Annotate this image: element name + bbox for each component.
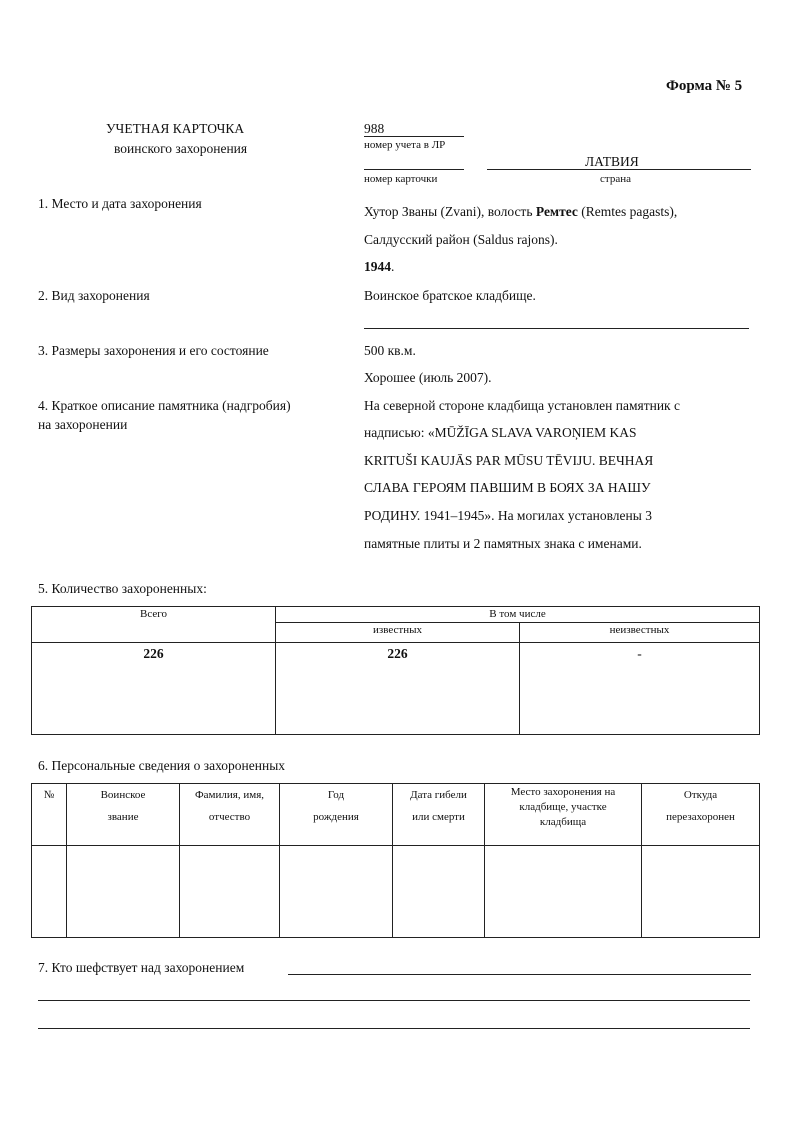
personal-cell (280, 846, 393, 938)
patron-line (288, 974, 751, 975)
place-line-1: Хутор Званы (Zvani), волость Ремтес (Remtes pagasts), (364, 204, 678, 219)
description-label-1: 4. Краткое описание памятника (надгробия) (38, 398, 291, 413)
personal-cell (32, 846, 67, 938)
record-number-line (364, 136, 464, 137)
type-label: 2. Вид захоронения (38, 288, 150, 303)
size-line-1: 500 кв.м. (364, 343, 416, 358)
description-line: На северной стороне кладбища установлен памятник с (364, 398, 680, 413)
personal-header-death-date: Дата гибели или смерти (393, 784, 485, 846)
place-line-2: Салдусский район (Saldus rajons). (364, 232, 558, 247)
country-label: страна (600, 173, 631, 185)
personal-header-birth-year: Год рождения (280, 784, 393, 846)
count-header-total: Всего (32, 607, 276, 643)
place-label: 1. Место и дата захоронения (38, 196, 202, 211)
patron-line (38, 1028, 750, 1029)
count-header-including: В том числе (276, 607, 760, 623)
patron-label: 7. Кто шефствует над захоронением (38, 960, 245, 975)
count-header-known: известных (276, 623, 520, 643)
description-label-2: на захоронении (38, 417, 128, 432)
country: ЛАТВИЯ (585, 154, 639, 169)
count-label: 5. Количество захороненных: (38, 581, 207, 596)
personal-header-reburied-from: Откуда перезахоронен (642, 784, 760, 846)
count-unknown-value: - (520, 643, 760, 735)
personal-header-rank: Воинское звание (67, 784, 180, 846)
description-line: РОДИНУ. 1941–1945». На могилах установлены 3 (364, 508, 652, 523)
size-line-2: Хорошее (июль 2007). (364, 370, 492, 385)
size-label: 3. Размеры захоронения и его состояние (38, 343, 269, 358)
patron-line (38, 1000, 750, 1001)
personal-label: 6. Персональные сведения о захороненных (38, 758, 286, 773)
record-number-label: номер учета в ЛР (364, 139, 446, 151)
form-number: Форма № 5 (666, 78, 743, 94)
personal-header-name: Фамилия, имя, отчество (180, 784, 280, 846)
personal-cell (393, 846, 485, 938)
description-line: надписью: «MŪŽĪGA SLAVA VAROŅIEM KAS (364, 425, 637, 440)
count-known-value: 226 (276, 643, 520, 735)
personal-header-burial-place: Место захоронения на кладбище, участке кладбища (485, 784, 642, 846)
personal-header-num: № (32, 784, 67, 846)
card-title: УЧЕТНАЯ КАРТОЧКА (106, 121, 245, 136)
count-table (31, 606, 760, 735)
description-line: СЛАВА ГЕРОЯМ ПАВШИМ В БОЯХ ЗА НАШУ (364, 480, 651, 495)
personal-table (31, 783, 760, 938)
description-line: памятные плиты и 2 памятных знака с именами. (364, 536, 642, 551)
personal-cell (642, 846, 760, 938)
card-number-line (364, 169, 464, 170)
card-subtitle: воинского захоронения (114, 141, 248, 156)
record-number: 988 (364, 121, 385, 136)
type-value: Воинское братское кладбище. (364, 288, 536, 303)
country-line (487, 169, 751, 170)
personal-cell (180, 846, 280, 938)
personal-cell (67, 846, 180, 938)
place-year: 1944. (364, 259, 395, 274)
card-number-label: номер карточки (364, 173, 438, 185)
count-header-unknown: неизвестных (520, 623, 760, 643)
personal-cell (485, 846, 642, 938)
type-line (364, 328, 749, 329)
description-line: KRITUŠI KAUJĀS PAR MŪSU TĒVIJU. ВЕЧНАЯ (364, 453, 654, 468)
count-total-value: 226 (32, 643, 276, 735)
